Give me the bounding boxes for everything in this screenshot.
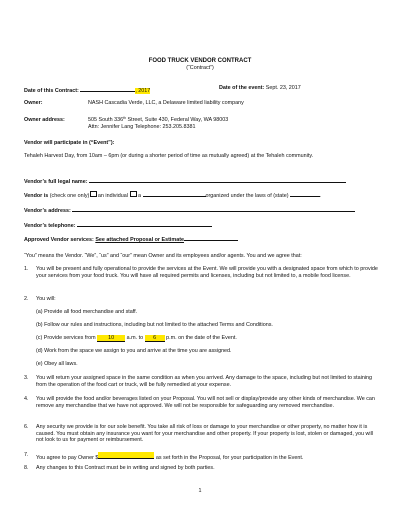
clause-7-post: as set forth in the Proposal, for your participation in the Event. (154, 454, 304, 461)
vendor-address-field[interactable] (72, 205, 355, 212)
event-date-value: Sept. 23, 2017 (265, 85, 301, 91)
owner-value: NASH Cascadia Verde, LLC, a Delaware limited liability company (88, 100, 244, 106)
owner-address-label: Owner address: (24, 117, 65, 123)
clause-number: 4. (24, 396, 29, 402)
contract-subtitle: (“Contract”) (186, 65, 214, 71)
vendor-services-field[interactable] (184, 234, 238, 241)
vendor-services-label: Approved Vendor services: (24, 236, 94, 243)
clause-text: You will: (36, 296, 56, 302)
clause-number: 8. (24, 465, 29, 471)
clause-text: Any changes to this Contract must be in writing and signed by both parties. (36, 465, 215, 471)
start-time-field[interactable]: 10 (97, 335, 125, 342)
clause-text (36, 452, 303, 462)
check-one-note: (check one only) (49, 192, 90, 199)
owner-address-line2: Attn: Jennifer Lang Telephone: 253.205.8381 (88, 124, 196, 130)
owner-address-rest: Street, Suite 430, Federal Way, WA 98003 (126, 117, 229, 123)
event-heading: Vendor will participate in (“Event”): (24, 140, 115, 146)
owner-address-sup: th (123, 116, 126, 120)
end-time-field[interactable]: 6 (145, 335, 165, 342)
vendor-legal-name-label: Vendor’s full legal name: (24, 178, 88, 185)
vendor-legal-name-field[interactable] (89, 176, 346, 183)
clause-8 (24, 465, 215, 472)
event-description: Tehaleh Harvest Day, from 10am – 6pm (or during a shorter period of time as mutually agreed) at the Tehaleh community. (24, 153, 314, 159)
state-field[interactable] (290, 190, 320, 197)
contract-title: FOOD TRUCK VENDOR CONTRACT (148, 58, 252, 64)
subitem-c-mid: a.m. to (125, 335, 145, 341)
clause-text: You will be present and fully operational to provide the services at the Event. We will provide you with a designated space from which to provide your services from your food truck. You will have all required permits and licenses, including but not limited to, a mobile food license. (36, 266, 378, 279)
organization-type-field[interactable] (143, 190, 206, 197)
clause-number: 6. (24, 424, 29, 430)
vendor-telephone-row (24, 220, 212, 230)
page-number: 1 (198, 488, 202, 494)
clause-text: Any security we provide is for our sole benefit. You take all risk of loss or damage to your merchandise or other property, no matter how it is caused. You must obtain any insurance you want for your merchandise and other property. If your property is lost, stolen or damaged, you will not look to us for payment or reimbursement. (36, 424, 373, 444)
organized-text: organized under the laws of (state) (205, 192, 289, 199)
owner-address-street: 505 South 336 (88, 117, 124, 123)
subitem-e: (e) Obey all laws. (36, 361, 78, 367)
owner-label: Owner: (24, 100, 43, 106)
subitem-c (36, 335, 237, 342)
event-date-row (219, 85, 301, 92)
vendor-telephone-field[interactable] (77, 220, 212, 227)
clause-4 (24, 396, 379, 409)
clause-number: 1. (24, 266, 29, 272)
clause-7 (24, 452, 303, 462)
organization-checkbox[interactable] (130, 191, 137, 198)
contract-date-label: Date of this Contract: (24, 87, 79, 94)
vendor-type-row: Vendor is (check one only) an individual a organized under the laws of (state) . (24, 190, 322, 200)
vendor-services-value: See attached Proposal or Estimate (95, 236, 184, 243)
vendor-services-row (24, 234, 238, 244)
clause-text: You will return your assigned space in the same condition as when you arrived. Any damage to the space, including but not limited to staining from the operation of the food cart or truck, will be fully remedied at your expense. (36, 375, 373, 388)
vendor-is-label: Vendor is (24, 192, 49, 199)
clause-6 (24, 424, 379, 444)
vendor-telephone-label: Vendor’s telephone: (24, 222, 76, 229)
clause-number: 3. (24, 375, 29, 381)
clause-7-pre: You agree to pay Owner $ (36, 454, 99, 461)
event-date-label: Date of the event: (219, 85, 265, 91)
individual-option: an individual (97, 192, 128, 199)
contract-date-row (24, 85, 150, 95)
vendor-legal-name-row (24, 176, 346, 186)
definitions-intro: “You” means the Vendor. “We”, “us” and “our” mean Owner and its employees and/or agents. You and we agree that: (24, 253, 302, 259)
individual-checkbox[interactable] (90, 191, 97, 198)
subitem-a: (a) Provide all food merchandise and staff. (36, 309, 138, 315)
subitem-d: (d) Work from the space we assign to you and arrive at the time you are assigned. (36, 348, 232, 354)
contract-date-year: , 2017 (135, 87, 151, 94)
subitem-c-pre: (c) Provide services from (36, 335, 98, 341)
clause-number: 2. (24, 296, 29, 302)
subitem-b: (b) Follow our rules and instructions, including but not limited to the attached Terms and Conditions. (36, 322, 273, 328)
vendor-address-row (24, 205, 355, 215)
clause-2 (24, 296, 56, 303)
organization-option: a (138, 192, 141, 199)
payment-amount-field[interactable] (98, 452, 154, 459)
clause-number: 7. (24, 452, 29, 458)
contract-date-field[interactable] (80, 85, 135, 92)
clause-text: You will provide the food and/or beverages listed on your Proposal. You will not sell or display/provide any other kinds of merchandise. We can remove any merchandise that we have not approved. We will not be responsible for safeguarding any removed merchandise. (36, 396, 375, 409)
clause-3 (24, 375, 379, 388)
clause-1 (24, 266, 379, 279)
owner-address-line1 (88, 117, 228, 124)
vendor-address-label: Vendor’s address: (24, 207, 71, 214)
subitem-c-post: p.m. on the date of the Event. (164, 335, 237, 341)
